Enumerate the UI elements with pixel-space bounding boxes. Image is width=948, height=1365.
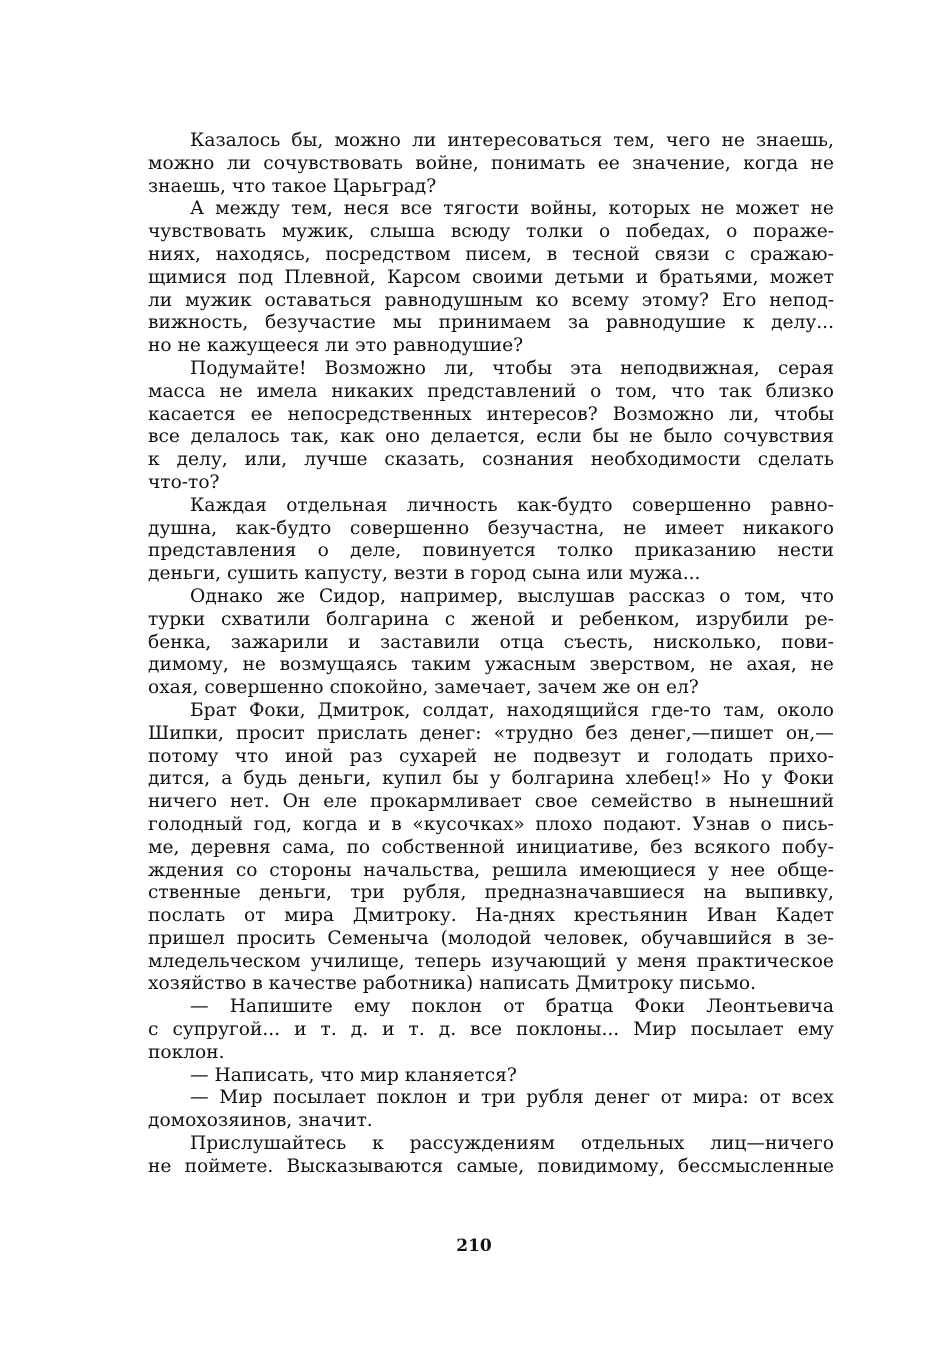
text-line: но не кажущееся ли это равнодушие?	[148, 335, 524, 357]
text-line: к делу, или, лучше сказать, сознания необходимости сделать	[148, 449, 834, 471]
text-line: можно ли сочувствовать войне, понимать ее значение, когда не	[148, 152, 834, 174]
paragraph	[148, 586, 834, 700]
text-line: щимися под Плевной, Карсом своими детьми и братьями, может	[148, 266, 834, 288]
text-line: дится, а будь деньги, купил бы у болгарина хлебец!» Но у Фоки	[148, 768, 834, 790]
text-line: Подумайте! Возможно ли, чтобы эта неподвижная, серая	[190, 357, 834, 379]
text-line: Брат Фоки, Дмитрок, солдат, находящийся где-то там, около	[190, 699, 834, 721]
text-line: охая, совершенно спокойно, замечает, зачем же он ел?	[148, 677, 699, 699]
body-text	[148, 130, 834, 1179]
text-line: Прислушайтесь к рассуждениям отдельных лиц—ничего	[190, 1133, 834, 1155]
text-line: А между тем, неся все тягости войны, которых не может не	[190, 198, 834, 220]
paragraph	[148, 358, 834, 495]
text-line: ме, деревня сама, по собственной инициативе, без всякого побу-	[148, 836, 834, 858]
paragraph	[148, 1065, 834, 1088]
paragraph	[148, 1133, 834, 1179]
text-line: знаешь, что такое Царьград?	[148, 175, 437, 197]
paragraph	[148, 198, 834, 358]
text-line: Каждая отдельная личность как-будто совершенно равно-	[190, 494, 834, 516]
text-line: хозяйство в качестве работника) написать Дмитроку письмо.	[148, 973, 757, 995]
text-line: Казалось бы, можно ли интересоваться тем, чего не знаешь,	[190, 130, 834, 151]
text-line: представления о деле, повинуется толко приказанию нести	[148, 540, 834, 562]
page-number: 210	[456, 1236, 492, 1256]
text-line: не поймете. Высказываются самые, повидимому, бессмысленные	[148, 1155, 834, 1177]
text-line: ли мужик оставаться равнодушным ко всему этому? Его непод-	[148, 289, 834, 311]
text-line: потому что иной раз сухарей не подвезут и голодать прихо-	[148, 745, 834, 767]
text-line: — Мир посылает поклон и три рубля денег от мира: от всех	[190, 1087, 834, 1109]
text-line: Шипки, просит прислать денег: «трудно без денег,—пишет он,—	[148, 722, 834, 744]
text-line: ждения со стороны начальства, решила имеющиеся у нее обще-	[148, 859, 834, 881]
text-line: душна, как-будто совершенно безучастна, не имеет никакого	[148, 517, 834, 539]
text-line: послать от мира Дмитроку. На-днях крестьянин Иван Кадет	[148, 905, 834, 927]
paragraph	[148, 700, 834, 996]
text-line: все делалось так, как оно делается, если бы не было сочувствия	[148, 426, 834, 448]
text-line: домохозяинов, значит.	[148, 1110, 373, 1132]
paragraph	[148, 996, 834, 1064]
text-line: ственные деньги, три рубля, предназначавшиеся на выпивку,	[148, 882, 834, 904]
text-line: ничего нет. Он еле прокармливает свое семейство в нынешний	[148, 791, 834, 813]
text-line: димому, не возмущаясь таким ужасным зверством, не ахая, не	[148, 654, 834, 676]
text-line: с супругой... и т. д. и т. д. все поклоны... Мир посылает ему	[148, 1019, 834, 1041]
text-line: касается ее непосредственных интересов? Возможно ли, чтобы	[148, 403, 834, 425]
text-line: — Напишите ему поклон от братца Фоки Леонтьевича	[190, 996, 834, 1018]
paragraph	[148, 1087, 834, 1133]
text-line: чувствовать мужик, слыша всюду толки о победах, о пораже-	[148, 221, 834, 243]
text-line: турки схватили болгарина с женой и ребенком, изрубили ре-	[148, 608, 834, 630]
text-line: масса не имела никаких представлений о том, что так близко	[148, 380, 834, 402]
text-line: Однако же Сидор, например, выслушав рассказ о том, что	[190, 585, 834, 607]
text-line: деньги, сушить капусту, везти в город сына или мужа...	[148, 563, 701, 585]
text-line: голодный год, когда и в «кусочках» плохо подают. Узнав о пись-	[148, 813, 834, 835]
text-line: вижность, безучастие мы принимаем за равнодушие к делу...	[148, 312, 834, 334]
text-line: мледельческом училище, теперь изучающий у меня практическое	[148, 950, 834, 972]
text-line: пришел просить Семеныча (молодой человек, обучавшийся в зе-	[148, 927, 834, 949]
text-line: — Написать, что мир кланяется?	[190, 1064, 517, 1086]
text-line: ниях, находясь, посредством писем, в тесной связи с сражаю-	[148, 243, 834, 265]
text-line: бенка, зажарили и заставили отца съесть, нисколько, пови-	[148, 631, 834, 653]
text-line: что-то?	[148, 471, 220, 493]
paragraph	[148, 495, 834, 586]
paragraph	[148, 130, 834, 198]
text-line: поклон.	[148, 1041, 225, 1063]
